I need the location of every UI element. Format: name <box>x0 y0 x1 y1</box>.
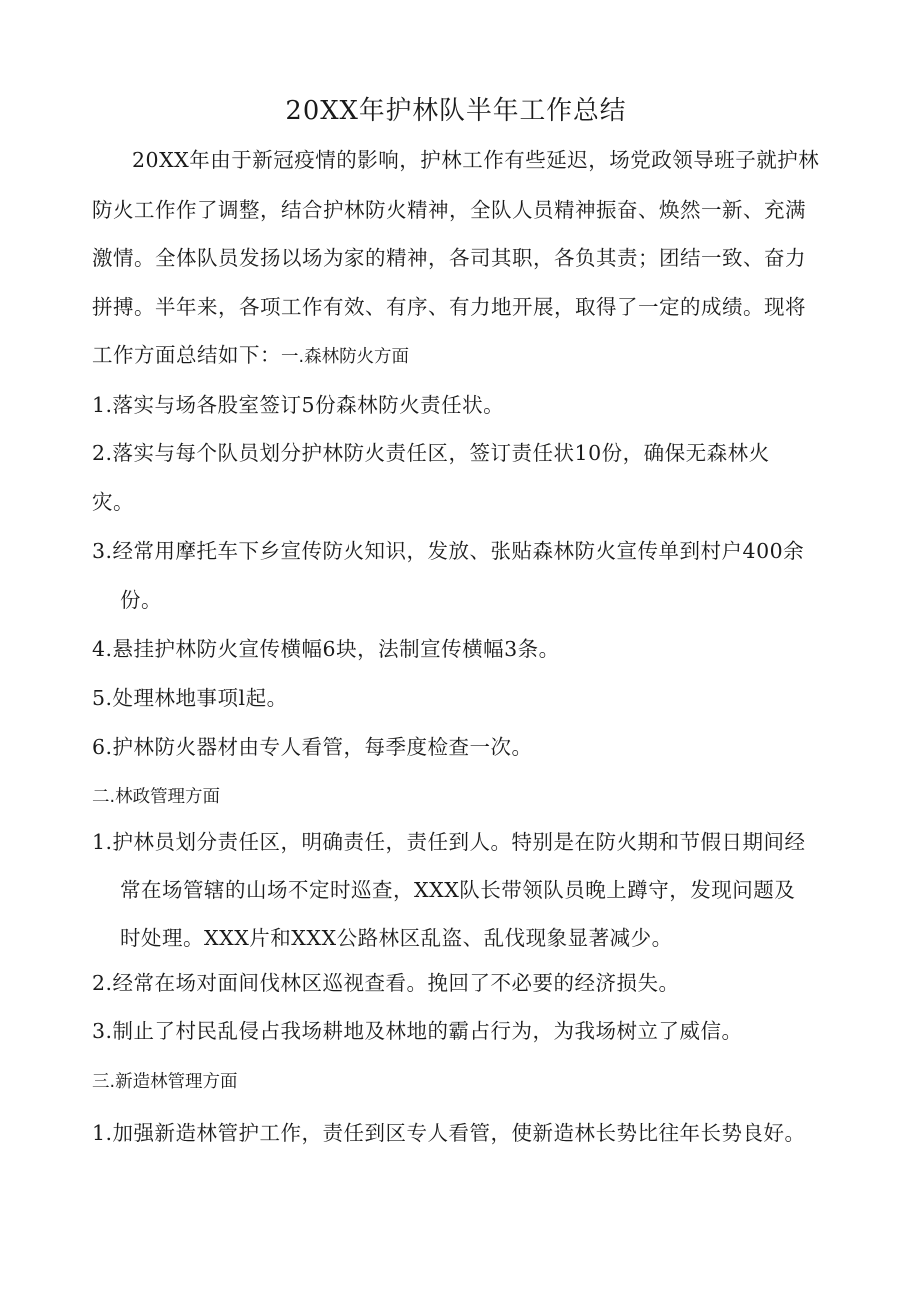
intro-line-5-text: 工作方面总结如下： <box>92 343 281 367</box>
section-1-item-cont: 灾。 <box>92 490 134 514</box>
document-title: 20XX年护林队半年工作总结 <box>285 96 627 126</box>
section-1-item: 4.悬挂护林防火宣传横幅6块，法制宣传横幅3条。 <box>92 637 560 661</box>
section-2-heading: 二.林政管理方面 <box>92 787 221 807</box>
intro-line-3: 激情。全体队员发扬以场为家的精神，各司其职，各负其责；团结一致、奋力 <box>92 246 806 270</box>
section-2-item-cont: 时处理。XXX片和XXX公路林区乱盗、乱伐现象显著减少。 <box>120 926 673 950</box>
section-1-item: 2.落实与每个队员划分护林防火责任区，签订责任状10份，确保无森林火 <box>92 441 770 465</box>
section-2-item-cont: 常在场管辖的山场不定时巡查，XXX队长带领队员晚上蹲守，发现问题及 <box>120 878 796 902</box>
section-3-heading: 三.新造林管理方面 <box>92 1072 238 1092</box>
section-1-item: 1.落实与场各股室签订5份森林防火责任状。 <box>92 393 505 417</box>
section-1-heading: 一.森林防火方面 <box>281 347 410 367</box>
section-1-item: 3.经常用摩托车下乡宣传防火知识，发放、张贴森林防火宣传单到村户400余 <box>92 539 805 563</box>
intro-line-5 <box>92 340 409 372</box>
section-2-item: 1.护林员划分责任区，明确责任，责任到人。特别是在防火期和节假日期间经 <box>92 830 806 854</box>
section-1-item: 6.护林防火器材由专人看管，每季度检查一次。 <box>92 735 533 759</box>
section-3-item: 1.加强新造林管护工作，责任到区专人看管，使新造林长势比往年长势良好。 <box>92 1121 806 1145</box>
intro-line-1: 20XX年由于新冠疫情的影响，护林工作有些延迟，场党政领导班子就护林 <box>132 148 820 172</box>
intro-line-2: 防火工作作了调整，结合护林防火精神，全队人员精神振奋、焕然一新、充满 <box>92 198 806 222</box>
section-1-item: 5.处理林地事项l起。 <box>92 686 288 710</box>
intro-line-4: 拼搏。半年来，各项工作有效、有序、有力地开展，取得了一定的成绩。现将 <box>92 295 806 319</box>
section-2-item: 2.经常在场对面间伐林区巡视查看。挽回了不必要的经济损失。 <box>92 971 680 995</box>
section-1-item-cont: 份。 <box>120 588 162 612</box>
section-2-item: 3.制止了村民乱侵占我场耕地及林地的霸占行为，为我场树立了威信。 <box>92 1019 743 1043</box>
